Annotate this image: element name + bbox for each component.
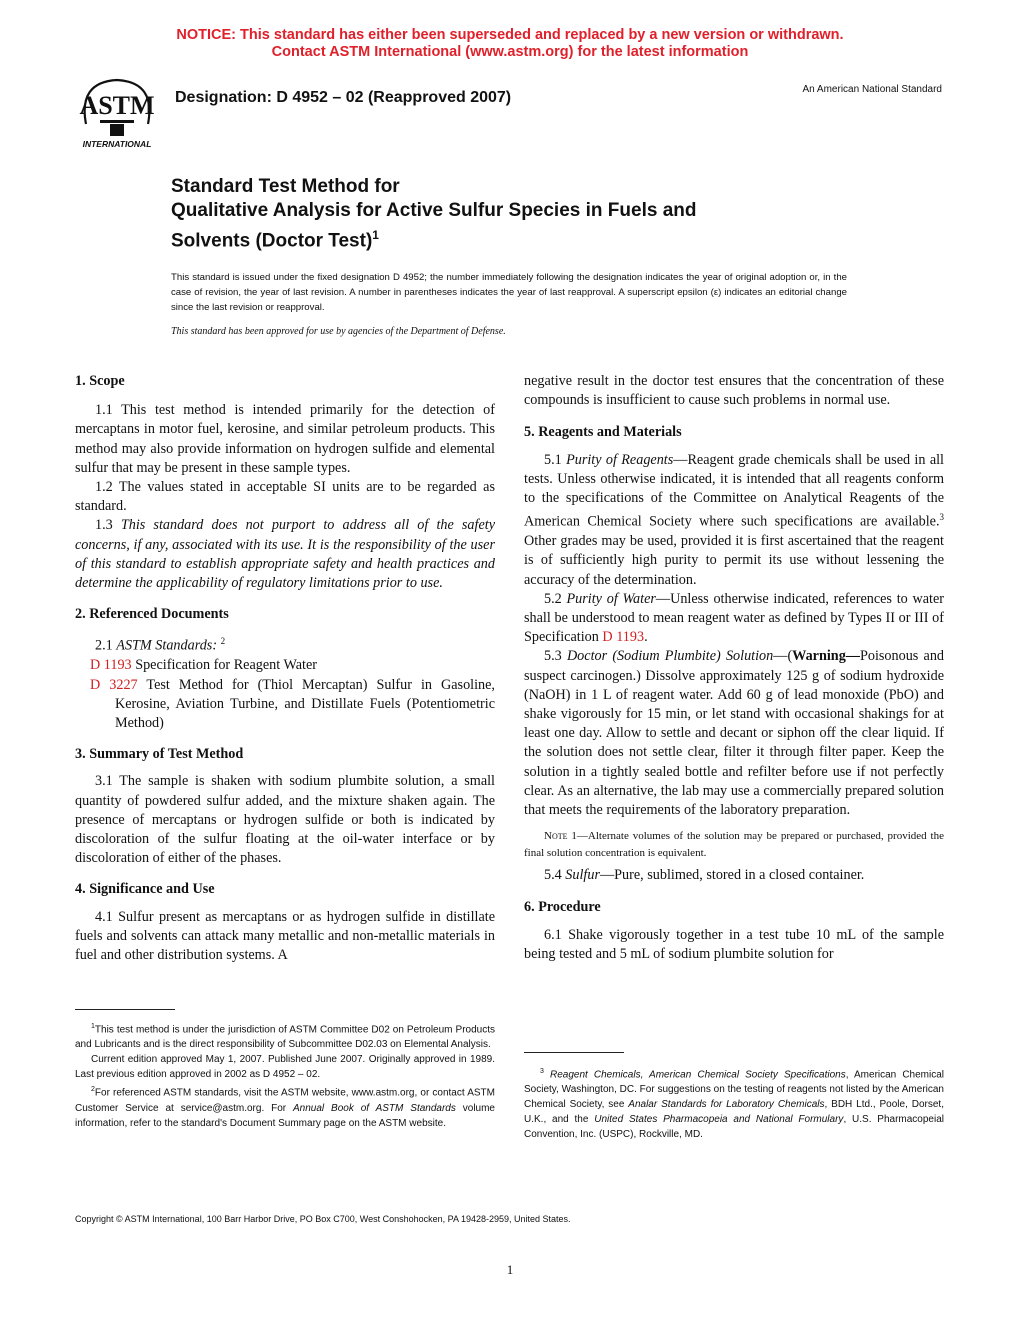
title-footnote-mark: 1 [372, 228, 379, 242]
para-5-3: 5.3 Doctor (Sodium Plumbite) Solution—(Warning—Poisonous and suspect carcinogen.) Dissolve approximately 125 g of sodium hydroxide (NaOH) in 1 L of reagent water. Add 60 g of lead monoxide (PbO) and shake vigorously for 15 min, or let stand with occasional shakings for at least one day. Allow to settle and decant or siphon off the clear liquid. If the solution does not settle clear, filter it through filter paper. Keep the solution in a tightly sealed bottle and refilter before use if not perfectly clear. As an alternative, the lab may use a commercially prepared solution that meets the requirements of the laboratory preparation. [524, 648, 945, 818]
para-1-1: 1.1 This test method is intended primarily for the detection of mercaptans in motor fuel, kerosine, and similar petroleum products. This method may also provide information on hydrogen sulfide and elemental sulfur that may be present in these sample types. [75, 402, 495, 476]
para-1-3: 1.3 This standard does not purport to address all of the safety concerns, if any, associated with its use. It is the responsibility of the user of this standard to establish appropriate safety and health practices and determine the applicability of regulatory limitations prior to use. [75, 517, 495, 592]
supersede-notice [0, 27, 1020, 61]
section-4-heading: 4. Significance and Use [75, 881, 215, 898]
note-1: Note 1—Alternate volumes of the solution may be prepared or purchased, provided the final solution concentration is equivalent. [524, 830, 944, 860]
para-3-1: 3.1 The sample is shaken with sodium plumbite solution, a small quantity of powdered sulfur added, and the mixture shaken again. The presence of mercaptans or hydrogen sulfide or both is indicated by discoloration of the sulfur floating at the oil-water interface or by discoloration of either of the phases. [75, 773, 495, 867]
link-d1193[interactable]: D 1193 [90, 657, 132, 674]
footnote-3: $^3$ Reagent Chemicals, American Chemical Society Specifications, American Chemical Society, Washington, DC. For suggestions on the testing of reagents not listed by the American Chemical Society, see Analar Standards for Laboratory Chemicals, BDH Ltd., Poole, Dorset, U.K., and the United States Pharmacopeia and National Formulary, U.S. Pharmacopeial Convention, Inc. (USPC), Rockville, MD. [524, 1068, 945, 1141]
right-column [524, 372, 944, 964]
left-column [75, 372, 495, 965]
designation: Designation: D 4952 – 02 (Reapproved 2007) [175, 89, 512, 106]
para-5-4: 5.4 Sulfur—Pure, sublimed, stored in a closed container. [544, 867, 865, 884]
preamble: This standard is issued under the fixed designation D 4952; the number immediately following the designation indicates the year of original adoption or, in the case of revision, the year of last revision. A number in parentheses indicates the year of last reapproval. A superscript epsilon (ε) indicates an editorial change since the last revision or reapproval. [171, 272, 847, 313]
footnote-1-edition: Current edition approved May 1, 2007. Published June 2007. Originally approved in 1989. Last previous edition approved in 2002 as D 4952 – 02. [75, 1054, 495, 1081]
section-5-heading: 5. Reagents and Materials [524, 424, 682, 441]
copyright: Copyright © ASTM International, 100 Barr Harbor Drive, PO Box C700, West Conshohocken, PA 19428-2959, United States. [75, 1214, 571, 1224]
logo-text: ASTM [79, 91, 155, 120]
para-4-1: 4.1 Sulfur present as mercaptans or as hydrogen sulfide in distillate fuels and solvents can attack many metallic and non-metallic materials in fuel and other distribution systems. A [75, 908, 495, 964]
document-title [171, 175, 871, 253]
para-2-1: 2.1 ASTM Standards: $^2$ [95, 636, 226, 655]
notice-line-1: NOTICE: This standard has either been superseded and replaced by a new version or withdrawn. [176, 27, 844, 43]
footnote-rule-left [75, 1009, 175, 1010]
footnote-2: $^2$For referenced ASTM standards, visit the ASTM website, www.astm.org, or contact ASTM Customer Service at service@astm.org. For Annual Book of ASTM Standards volume information, refer to the standard's Document Summary page on the ASTM website. [75, 1086, 495, 1129]
section-2-heading: 2. Referenced Documents [75, 606, 229, 623]
astm-logo [72, 74, 162, 150]
link-d3227[interactable]: D 3227 [90, 676, 138, 693]
title-line-1: Standard Test Method for [171, 176, 400, 197]
section-3-heading: 3. Summary of Test Method [75, 746, 244, 763]
defense-approval: This standard has been approved for use by agencies of the Department of Defense. [171, 326, 506, 337]
section-6-heading: 6. Procedure [524, 899, 601, 916]
national-standard-label: An American National Standard [802, 84, 942, 95]
footnotes-right [524, 1064, 944, 1142]
para-1-2: 1.2 The values stated in acceptable SI units are to be regarded as standard. [75, 479, 495, 515]
reference-d1193: D 1193 Specification for Reagent Water [90, 657, 317, 674]
notice-line-2: Contact ASTM International (www.astm.org) for the latest information [271, 44, 749, 60]
footnotes-left [75, 1019, 495, 1131]
para-4-1-continued: negative result in the doctor test ensures that the concentration of these compounds is insufficient to cause such problems in normal use. [524, 373, 944, 409]
para-6-1: 6.1 Shake vigorously together in a test tube 10 mL of the sample being tested and 5 mL of sodium plumbite solution for [524, 926, 944, 962]
title-line-2: Qualitative Analysis for Active Sulfur Species in Fuels and [171, 200, 697, 221]
para-5-2: 5.2 Purity of Water—Unless otherwise indicated, references to water shall be understood to mean reagent water as defined by Types II or III of Specification D 1193. [524, 590, 945, 646]
footnote-rule-right [524, 1052, 624, 1053]
title-line-3: Solvents (Doctor Test) [171, 230, 373, 252]
footnote-1: $^1$This test method is under the jurisdiction of ASTM Committee D02 on Petroleum Products and Lubricants and is the direct responsibility of Subcommittee D02.03 on Elemental Analysis. [75, 1023, 495, 1051]
logo-subtext: INTERNATIONAL [82, 139, 152, 149]
section-1-heading: 1. Scope [75, 373, 125, 389]
para-5-1: 5.1 Purity of Reagents—Reagent grade chemicals shall be used in all tests. Unless otherwise indicated, it is intended that all reagents conform to the specifications of the Committee on Analytical Reagents of the American Chemical Society where such specifications are available.$^3$ Other grades may be used, provided it is first ascertained that the reagent is of sufficiently high purity to permit its use without lessening the accuracy of the determination. [524, 451, 944, 588]
reference-d3227: D 3227 Test Method for (Thiol Mercaptan) Sulfur in Gasoline, Kerosine, Aviation Turbine, and Distillate Fuels (Potentiometric Method) [90, 676, 495, 731]
link-d1193-inline[interactable]: D 1193 [602, 629, 645, 646]
page-number: 1 [506, 1262, 514, 1277]
